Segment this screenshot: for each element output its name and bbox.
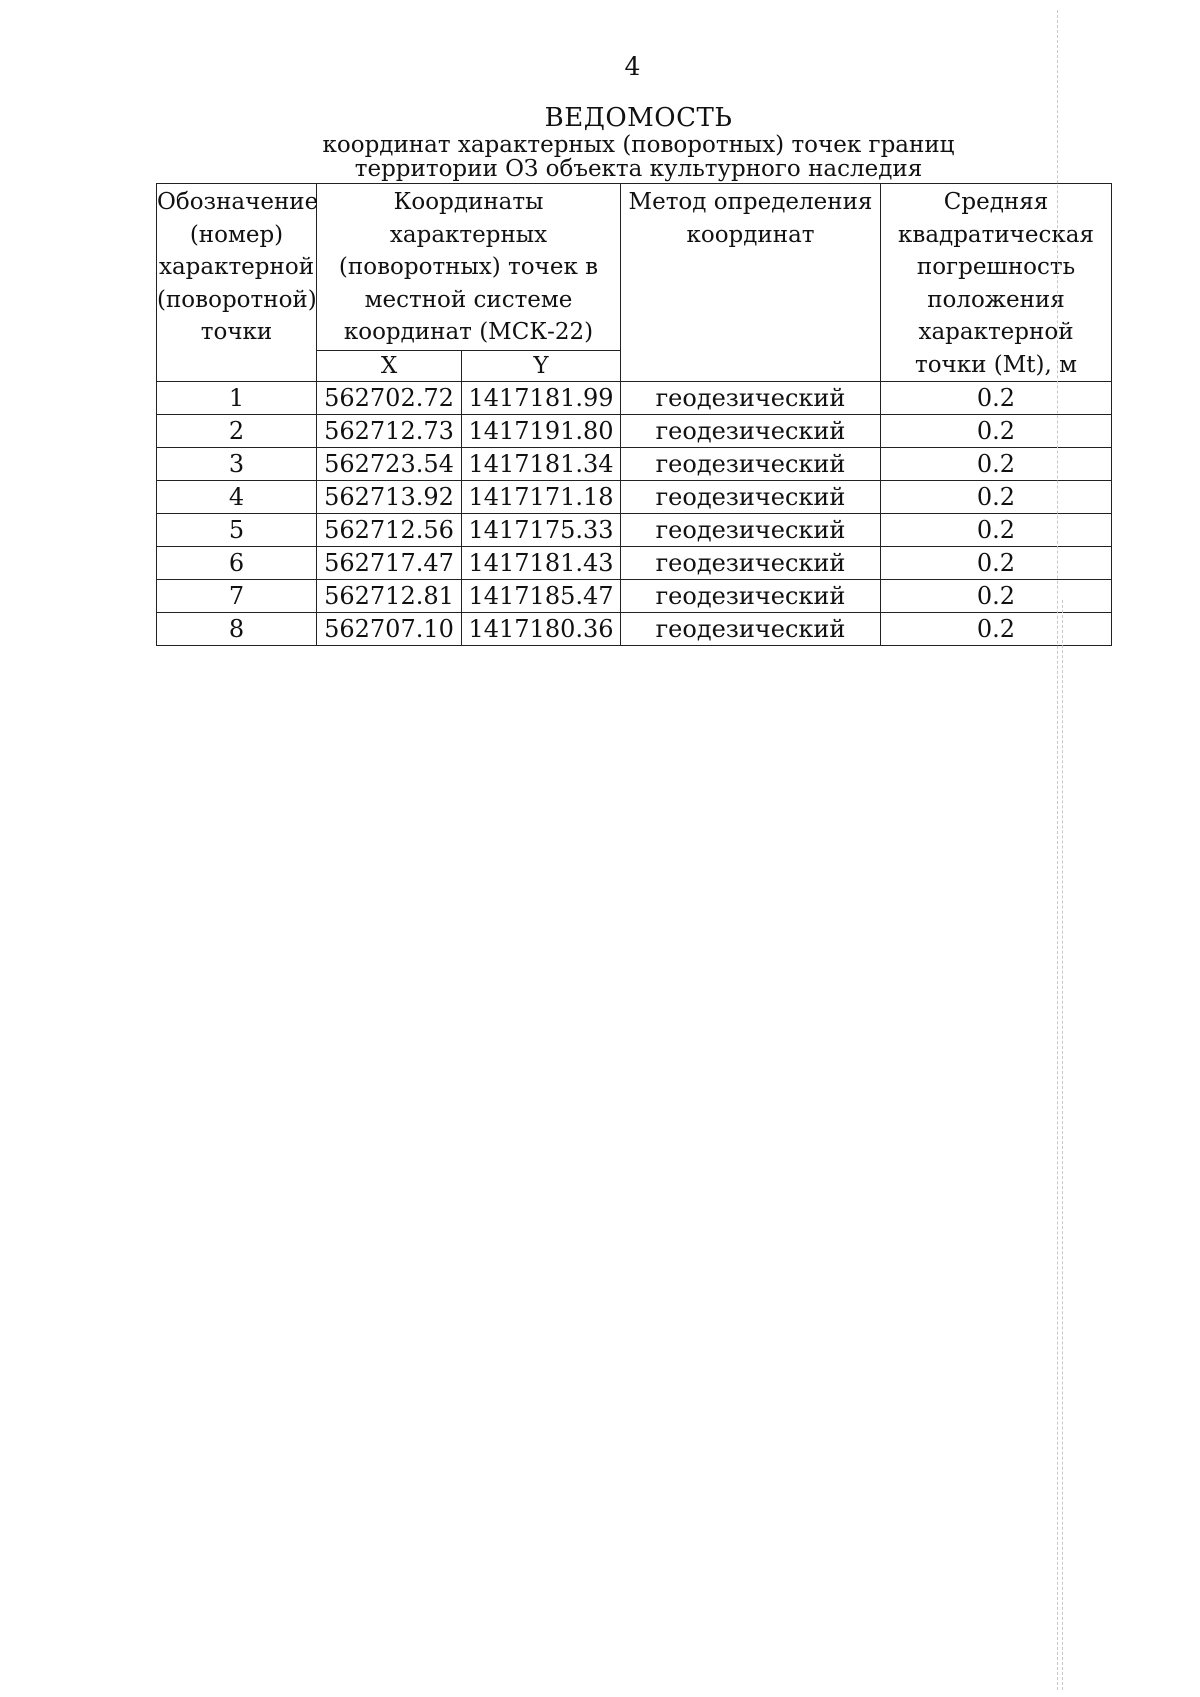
cell-x: 562712.56 <box>317 514 462 547</box>
cell-method: геодезический <box>621 547 881 580</box>
header-coordinates: Координаты характерных (поворотных) точек в местной системе координат (МСК-22) <box>317 184 621 351</box>
cell-error: 0.2 <box>881 514 1112 547</box>
cell-method: геодезический <box>621 580 881 613</box>
header-error: Средняя квадратическая погрешность положения характерной точки (Mt), м <box>881 184 1112 382</box>
cell-num: 7 <box>157 580 317 613</box>
table-row <box>157 613 1112 646</box>
cell-y: 1417185.47 <box>462 580 621 613</box>
cell-y: 1417175.33 <box>462 514 621 547</box>
coordinates-table <box>156 183 1112 646</box>
cell-error: 0.2 <box>881 382 1112 415</box>
cell-num: 1 <box>157 382 317 415</box>
cell-x: 562712.73 <box>317 415 462 448</box>
cell-method: геодезический <box>621 613 881 646</box>
table-row <box>157 547 1112 580</box>
document-subtitle-line-2: территории ОЗ объекта культурного наследия <box>354 156 923 182</box>
cell-method: геодезический <box>621 448 881 481</box>
cell-method: геодезический <box>621 382 881 415</box>
cell-x: 562713.92 <box>317 481 462 514</box>
cell-num: 6 <box>157 547 317 580</box>
cell-num: 4 <box>157 481 317 514</box>
table-body <box>157 382 1112 646</box>
cell-x: 562712.81 <box>317 580 462 613</box>
cell-error: 0.2 <box>881 481 1112 514</box>
table-row <box>157 580 1112 613</box>
cell-error: 0.2 <box>881 415 1112 448</box>
cell-num: 8 <box>157 613 317 646</box>
table-row <box>157 514 1112 547</box>
cell-num: 3 <box>157 448 317 481</box>
table-row <box>157 481 1112 514</box>
table-header-row <box>157 184 1112 351</box>
cell-method: геодезический <box>621 481 881 514</box>
cell-x: 562707.10 <box>317 613 462 646</box>
cell-error: 0.2 <box>881 547 1112 580</box>
header-x: X <box>317 351 462 382</box>
scan-artifact-line <box>1057 10 1058 1690</box>
table-row <box>157 382 1112 415</box>
cell-x: 562723.54 <box>317 448 462 481</box>
cell-x: 562702.72 <box>317 382 462 415</box>
cell-y: 1417181.43 <box>462 547 621 580</box>
table-row <box>157 448 1112 481</box>
cell-y: 1417181.99 <box>462 382 621 415</box>
cell-num: 5 <box>157 514 317 547</box>
document-subtitle-line-1: координат характерных (поворотных) точек границ <box>322 132 955 158</box>
cell-y: 1417180.36 <box>462 613 621 646</box>
cell-error: 0.2 <box>881 580 1112 613</box>
cell-y: 1417171.18 <box>462 481 621 514</box>
header-point-designation: Обозначение (номер) характерной (поворотной) точки <box>157 184 317 382</box>
cell-method: геодезический <box>621 415 881 448</box>
cell-error: 0.2 <box>881 448 1112 481</box>
scan-artifact-line <box>1062 600 1063 1690</box>
page-number: 4 <box>624 52 641 81</box>
cell-x: 562717.47 <box>317 547 462 580</box>
cell-y: 1417181.34 <box>462 448 621 481</box>
document-title: ВЕДОМОСТЬ <box>544 103 733 133</box>
cell-error: 0.2 <box>881 613 1112 646</box>
table-row <box>157 415 1112 448</box>
cell-num: 2 <box>157 415 317 448</box>
header-method: Метод определения координат <box>621 184 881 382</box>
header-y: Y <box>462 351 621 382</box>
cell-y: 1417191.80 <box>462 415 621 448</box>
cell-method: геодезический <box>621 514 881 547</box>
